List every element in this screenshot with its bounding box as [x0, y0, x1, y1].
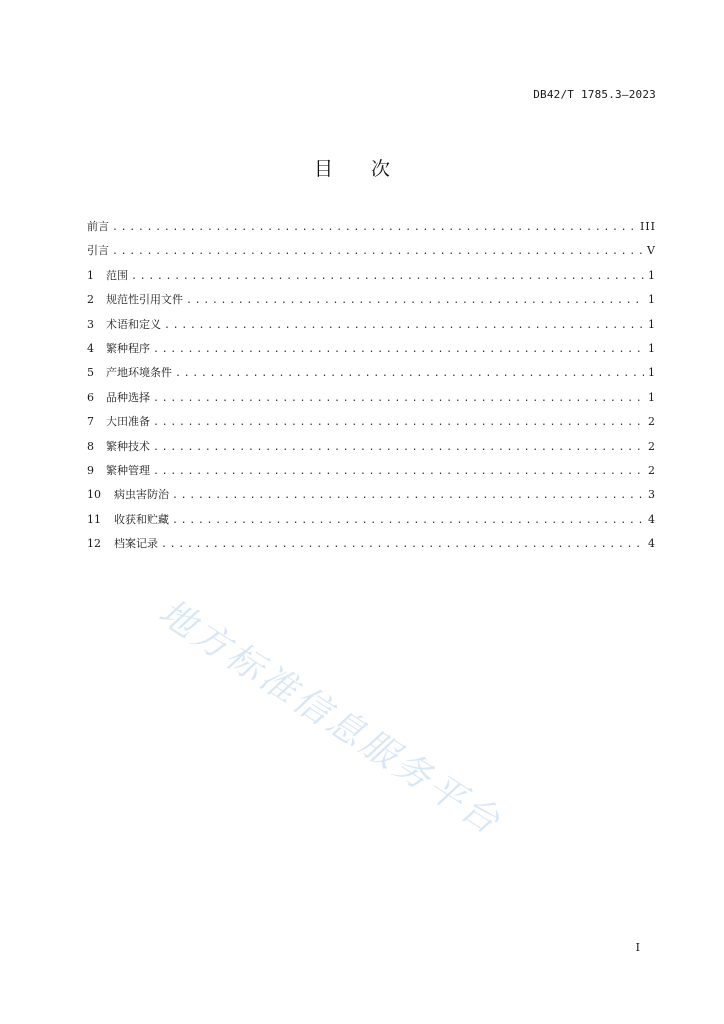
toc-item-label: 繁种程序 — [106, 341, 150, 355]
toc-item-label: 范围 — [106, 268, 128, 282]
toc-leader-dots — [153, 415, 644, 431]
toc-item-number: 1 — [87, 268, 94, 282]
toc-item-label: 繁种管理 — [106, 463, 150, 477]
toc-item-scope[interactable] — [87, 268, 656, 292]
toc-item-label: 产地环境条件 — [106, 366, 172, 380]
toc-leader-dots — [164, 318, 644, 334]
toc-item-page: 4 — [648, 512, 656, 526]
toc-item-number: 4 — [87, 341, 94, 355]
toc-leader-dots — [153, 342, 644, 358]
toc-item-label: 品种选择 — [106, 390, 150, 404]
toc-leader-dots — [153, 464, 644, 480]
toc-leader-dots — [161, 537, 644, 553]
toc-item-harvest-storage[interactable] — [87, 512, 656, 536]
toc-item-label: 术语和定义 — [106, 317, 161, 331]
toc-item-terms-definitions[interactable] — [87, 317, 656, 341]
toc-item-label: 收获和贮藏 — [114, 512, 169, 526]
toc-leader-dots — [172, 513, 644, 529]
toc-item-page: 1 — [648, 317, 656, 331]
toc-item-number: 9 — [87, 463, 94, 477]
toc-item-records[interactable] — [87, 536, 656, 560]
toc-item-page: V — [647, 244, 656, 258]
toc-item-page: 1 — [648, 390, 656, 404]
toc-item-page: 1 — [648, 293, 656, 307]
toc-item-variety-selection[interactable] — [87, 390, 656, 414]
toc-item-breeding-technique[interactable] — [87, 439, 656, 463]
toc-item-number: 11 — [87, 512, 101, 526]
toc-item-number: 7 — [87, 415, 94, 429]
toc-item-breeding-procedure[interactable] — [87, 341, 656, 365]
toc-item-label: 前言 — [87, 220, 109, 233]
table-of-contents — [87, 219, 656, 560]
toc-item-label: 大田准备 — [106, 415, 150, 429]
toc-item-normative-references[interactable] — [87, 292, 656, 316]
watermark: 地方标准信息服务平台 — [151, 591, 510, 844]
toc-leader-dots — [172, 488, 644, 504]
toc-leader-dots — [186, 293, 644, 309]
toc-item-page: 1 — [648, 341, 656, 355]
toc-item-number: 5 — [87, 366, 94, 380]
toc-item-page: 1 — [648, 366, 656, 380]
toc-item-number: 12 — [87, 537, 101, 551]
toc-item-label: 病虫害防治 — [114, 488, 169, 502]
toc-item-page: 2 — [648, 463, 656, 477]
toc-leader-dots — [112, 244, 643, 260]
toc-item-page: 2 — [648, 439, 656, 453]
toc-item-label: 规范性引用文件 — [106, 293, 183, 307]
toc-item-label: 档案记录 — [114, 537, 158, 551]
toc-item-environment-conditions[interactable] — [87, 365, 656, 389]
toc-item-introduction[interactable] — [87, 243, 656, 267]
page-title: 目次 — [313, 158, 428, 180]
toc-item-label: 繁种技术 — [106, 439, 150, 453]
toc-item-page: 3 — [648, 488, 656, 502]
toc-item-number: 10 — [87, 488, 101, 502]
toc-leader-dots — [112, 220, 636, 236]
toc-item-pest-control[interactable] — [87, 487, 656, 511]
toc-item-foreword[interactable] — [87, 219, 656, 243]
toc-leader-dots — [153, 391, 644, 407]
toc-item-field-preparation[interactable] — [87, 414, 656, 438]
toc-item-label: 引言 — [87, 244, 109, 258]
toc-item-page: 1 — [648, 268, 656, 282]
toc-item-breeding-management[interactable] — [87, 463, 656, 487]
toc-item-page: III — [639, 220, 656, 233]
toc-leader-dots — [153, 440, 644, 456]
toc-item-page: 2 — [648, 415, 656, 429]
toc-leader-dots — [175, 366, 644, 382]
page-number: I — [635, 941, 640, 954]
toc-item-number: 3 — [87, 317, 94, 331]
toc-item-number: 2 — [87, 293, 94, 307]
toc-item-page: 4 — [648, 537, 656, 551]
toc-item-number: 6 — [87, 390, 94, 404]
toc-item-number: 8 — [87, 439, 94, 453]
toc-leader-dots — [131, 269, 644, 285]
standard-code: DB42/T 1785.3—2023 — [533, 88, 656, 101]
